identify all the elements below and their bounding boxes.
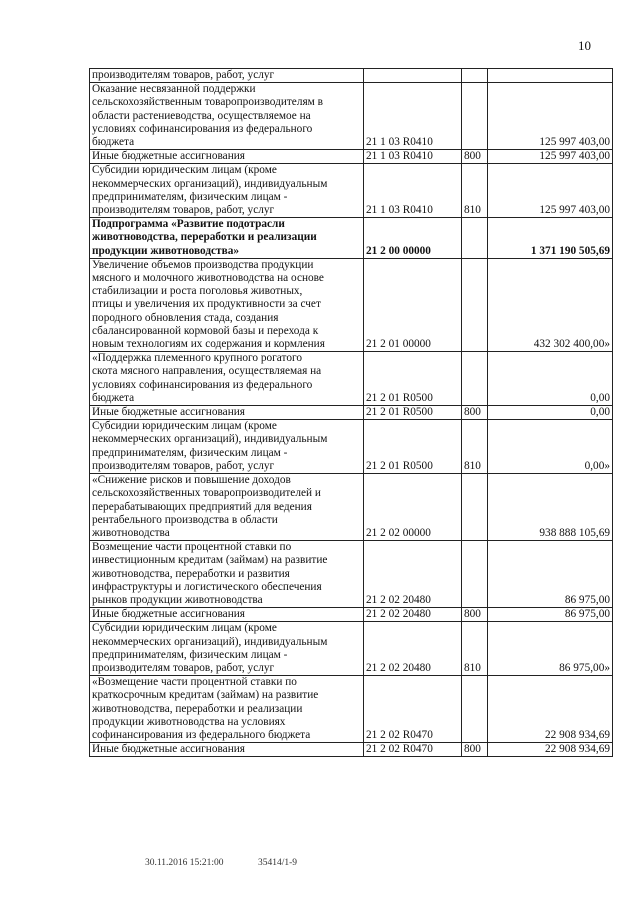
row-code: 21 2 02 R0470 [366, 743, 433, 756]
row-code: 21 1 03 R0410 [366, 150, 433, 163]
row-code: 21 2 01 R0500 [366, 391, 433, 404]
row-amount-cell [488, 676, 613, 743]
row-code: 21 2 01 R0500 [366, 459, 433, 472]
row-amount-cell [488, 150, 613, 164]
row-name-cell [90, 218, 364, 259]
row-amount: 125 997 403,00 [539, 204, 610, 217]
row-code-cell [364, 83, 462, 150]
row-expense-type: 800 [464, 608, 481, 621]
row-code-cell [364, 352, 462, 406]
row-amount: 1 371 190 505,69 [530, 244, 610, 257]
row-expense-type: 810 [464, 661, 481, 674]
row-expense-type-cell [462, 352, 488, 406]
row-name: Иные бюджетные ассигнования [92, 608, 245, 621]
row-expense-type-cell [462, 622, 488, 676]
row-code: 21 2 02 20480 [366, 608, 431, 621]
row-name-cell [90, 406, 364, 420]
row-name-cell [90, 69, 364, 83]
row-expense-type-cell [462, 218, 488, 259]
row-name-cell [90, 164, 364, 218]
table-row [90, 69, 613, 83]
row-expense-type-cell [462, 258, 488, 351]
row-name: Увеличение объемов производства продукции мясного и молочного животноводства на основе стабилизации и роста поголовья животных, птицы и увеличения их продуктивности за счет породного обновления стада, создания сбалансированной кормовой базы и перехода к новым технологиям их содержания и кормления [92, 258, 325, 351]
row-expense-type: 810 [464, 204, 481, 217]
row-name-cell [90, 541, 364, 608]
row-name: Иные бюджетные ассигнования [92, 406, 245, 419]
row-name: Иные бюджетные ассигнования [92, 743, 245, 756]
row-code-cell [364, 258, 462, 351]
row-amount-cell [488, 164, 613, 218]
row-code-cell [364, 608, 462, 622]
row-amount: 0,00» [584, 459, 610, 472]
row-code-cell [364, 150, 462, 164]
table-row [90, 218, 613, 259]
row-code: 21 2 02 R0470 [366, 728, 433, 741]
row-amount: 86 975,00 [564, 608, 610, 621]
row-name: «Поддержка племенного крупного рогатого скота мясного направления, осуществляемая на условиях софинансирования из федерального бюджета [92, 352, 322, 404]
row-amount: 125 997 403,00 [539, 136, 610, 149]
budget-table-body [90, 69, 613, 757]
row-expense-type-cell [462, 676, 488, 743]
footer-timestamp: 30.11.2016 15:21:00 [145, 858, 224, 868]
row-code: 21 2 02 20480 [366, 593, 431, 606]
row-amount: 86 975,00» [559, 661, 610, 674]
row-code-cell [364, 743, 462, 757]
row-name: «Возмещение части процентной ставки по краткосрочным кредитам (займам) на развитие животноводства, переработки и реализации продукции животноводства на условиях софинансирования из федерального бюджета [92, 676, 319, 741]
row-name-cell [90, 150, 364, 164]
row-amount-cell [488, 258, 613, 351]
row-amount-cell [488, 69, 613, 83]
row-name-cell [90, 676, 364, 743]
row-expense-type-cell [462, 150, 488, 164]
row-code: 21 1 03 R0410 [366, 136, 433, 149]
row-expense-type-cell [462, 541, 488, 608]
row-code-cell [364, 218, 462, 259]
table-row [90, 258, 613, 351]
row-amount: 432 302 400,00» [533, 338, 610, 351]
row-code: 21 2 02 00000 [366, 526, 431, 539]
table-row [90, 676, 613, 743]
row-code-cell [364, 69, 462, 83]
row-code: 21 2 02 20480 [366, 661, 431, 674]
row-name: «Снижение рисков и повышение доходов сельскохозяйственных товаропроизводителей и перерабатывающих предприятий для ведения рентабельного производства в области животноводства [92, 474, 321, 539]
table-row [90, 541, 613, 608]
table-row [90, 150, 613, 164]
table-row [90, 164, 613, 218]
row-amount: 0,00 [590, 406, 610, 419]
row-expense-type: 800 [464, 743, 481, 756]
row-name-cell [90, 83, 364, 150]
row-amount-cell [488, 218, 613, 259]
row-expense-type: 810 [464, 459, 481, 472]
table-row [90, 352, 613, 406]
row-code-cell [364, 541, 462, 608]
row-amount-cell [488, 352, 613, 406]
footer [145, 858, 329, 868]
row-expense-type-cell [462, 406, 488, 420]
row-code: 21 2 00 00000 [366, 244, 431, 257]
row-name-cell [90, 622, 364, 676]
footer-doc-id: 35414/1-9 [257, 858, 297, 868]
row-amount-cell [488, 541, 613, 608]
row-code-cell [364, 164, 462, 218]
row-code-cell [364, 420, 462, 474]
row-expense-type-cell [462, 608, 488, 622]
row-expense-type: 800 [464, 406, 481, 419]
row-name-cell [90, 258, 364, 351]
row-name-cell [90, 608, 364, 622]
row-name: Субсидии юридическим лицам (кроме некоммерческих организаций), индивидуальным предпринимателям, физическим лицам - производителям товаров, работ, услуг [92, 622, 328, 674]
row-expense-type-cell [462, 164, 488, 218]
row-code-cell [364, 622, 462, 676]
row-expense-type: 800 [464, 150, 481, 163]
row-name: Подпрограмма «Развитие подотрасли животноводства, переработки и реализации продукции животноводства» [92, 218, 317, 257]
row-code-cell [364, 406, 462, 420]
row-code: 21 2 01 R0500 [366, 406, 433, 419]
table-row [90, 622, 613, 676]
row-expense-type-cell [462, 743, 488, 757]
row-amount-cell [488, 608, 613, 622]
row-amount-cell [488, 83, 613, 150]
row-amount: 125 997 403,00 [539, 150, 610, 163]
row-code: 21 2 01 00000 [366, 338, 431, 351]
row-expense-type-cell [462, 69, 488, 83]
row-expense-type-cell [462, 420, 488, 474]
row-name: Субсидии юридическим лицам (кроме некоммерческих организаций), индивидуальным предпринимателям, физическим лицам - производителям товаров, работ, услуг [92, 420, 328, 472]
row-name-cell [90, 420, 364, 474]
row-name: Оказание несвязанной поддержки сельскохозяйственным товаропроизводителям в области растениеводства, осуществляемое на условиях софинансирования из федерального бюджета [92, 83, 323, 149]
row-name: Иные бюджетные ассигнования [92, 150, 245, 163]
row-amount: 86 975,00 [564, 593, 610, 606]
table-row [90, 608, 613, 622]
row-amount-cell [488, 743, 613, 757]
row-name: Возмещение части процентной ставки по инвестиционным кредитам (займам) на развитие животноводства, переработки и развития инфраструктуры и логистического обеспечения рынков продукции животноводства [92, 541, 328, 606]
table-row [90, 406, 613, 420]
row-code: 21 1 03 R0410 [366, 204, 433, 217]
row-amount-cell [488, 406, 613, 420]
row-amount-cell [488, 474, 613, 541]
row-name: Субсидии юридическим лицам (кроме некоммерческих организаций), индивидуальным предпринимателям, физическим лицам - производителям товаров, работ, услуг [92, 164, 328, 217]
row-amount-cell [488, 622, 613, 676]
row-amount-cell [488, 420, 613, 474]
row-amount: 938 888 105,69 [539, 526, 610, 539]
row-expense-type-cell [462, 474, 488, 541]
row-amount: 22 908 934,69 [545, 728, 610, 741]
row-name-cell [90, 743, 364, 757]
row-code-cell [364, 676, 462, 743]
row-code-cell [364, 474, 462, 541]
table-row [90, 743, 613, 757]
row-amount: 22 908 934,69 [545, 743, 610, 756]
row-name-cell [90, 474, 364, 541]
table-row [90, 474, 613, 541]
row-expense-type-cell [462, 83, 488, 150]
row-amount: 0,00 [590, 391, 610, 404]
budget-table [89, 68, 613, 757]
row-name-cell [90, 352, 364, 406]
table-row [90, 83, 613, 150]
table-row [90, 420, 613, 474]
row-name: производителям товаров, работ, услуг [92, 69, 275, 81]
page-number: 10 [578, 38, 591, 53]
